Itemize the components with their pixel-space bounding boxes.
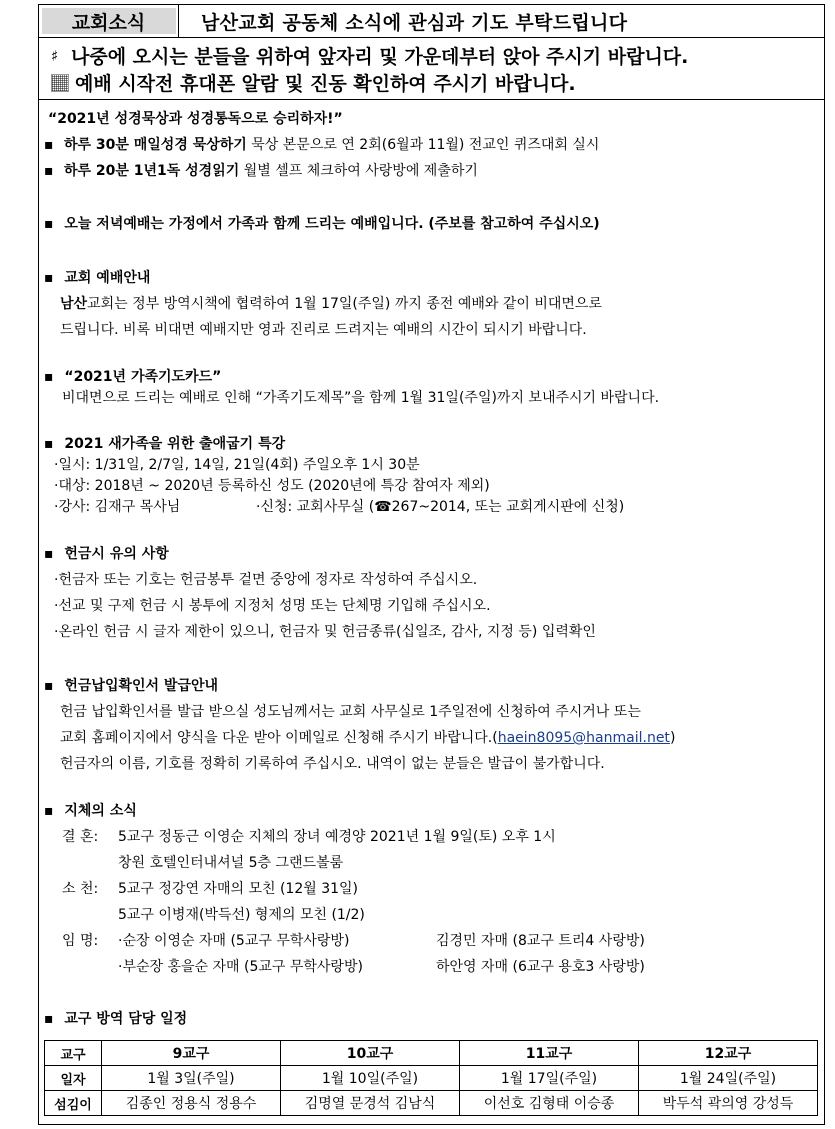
date-cell: 1월 3일(주일) <box>102 1066 281 1091</box>
offering-line-1: ·헌금자 또는 기호는 헌금봉투 겉면 중앙에 정자로 작성하여 주십시오. <box>54 572 478 588</box>
appoint-label: 임 명: <box>62 933 99 949</box>
worship-line-1 <box>60 295 602 313</box>
family-card-title <box>44 368 221 386</box>
receipt-title-text: 헌금납입확인서 발급안내 <box>64 678 219 694</box>
lecture-date: ·일시: 1/31일, 2/7일, 14일, 21일(4회) 주일오후 1시 30분 <box>54 457 420 473</box>
members-title <box>44 802 137 820</box>
district-cell: 10교구 <box>281 1041 460 1066</box>
evening-worship-text: 오늘 저녁예배는 가정에서 가족과 함께 드리는 예배입니다. (주보를 참고하여 주십시오) <box>64 216 600 232</box>
appoint-line-2b: 하안영 자매 (6교구 용호3 사랑방) <box>436 959 645 975</box>
receipt-line-2-end: ) <box>669 730 676 746</box>
worship-line-1-bold: 남산 <box>60 296 88 312</box>
offering-title-text: 헌금시 유의 사항 <box>64 546 169 562</box>
header-tag-cell <box>39 5 179 37</box>
wedding-line-1: 5교구 정동근 이영순 지체의 장녀 예경양 2021년 1월 9일(토) 오후 1시 <box>118 829 556 845</box>
servers-cell: 김종인 정용식 정용수 <box>102 1091 281 1116</box>
date-cell: 1월 24일(주일) <box>639 1066 818 1091</box>
district-cell: 12교구 <box>639 1041 818 1066</box>
members-title-text: 지체의 소식 <box>64 803 137 819</box>
plan-1-rest: 묵상 본문으로 연 2회(6월과 11월) 전교인 퀴즈대회 실시 <box>246 137 600 153</box>
funeral-label: 소 천: <box>62 881 99 897</box>
evening-worship-notice <box>44 215 600 233</box>
plan-2-rest: 월별 셀프 체크하여 사랑방에 제출하기 <box>239 163 478 179</box>
notice-line-2 <box>51 69 824 96</box>
appoint-line-1b: 김경민 자매 (8교구 트리4 사랑방) <box>436 933 645 949</box>
plan-2-bold: 하루 20분 1년1독 성경읽기 <box>63 163 240 179</box>
table-row <box>45 1066 818 1091</box>
wedding-line-2: 창원 호텔인터내셔널 5층 그랜드볼룸 <box>118 855 344 871</box>
offering-line-2: ·선교 및 구제 헌금 시 봉투에 지정처 성명 또는 단체명 기입해 주십시오. <box>54 598 491 614</box>
row-head-servers: 섬김이 <box>45 1091 102 1116</box>
wedding-label: 결 혼: <box>62 829 99 845</box>
lecture-speaker: ·강사: 김재구 목사님 <box>54 499 181 515</box>
worship-title-text: 교회 예배안내 <box>64 270 151 286</box>
plan-1 <box>44 136 599 154</box>
servers-cell: 박두석 곽의영 강성득 <box>639 1091 818 1116</box>
notice-box <box>38 38 825 100</box>
date-cell: 1월 10일(주일) <box>281 1066 460 1091</box>
worship-line-2: 드립니다. 비록 비대면 예배지만 영과 진리로 드려지는 예배의 시간이 되시기 바랍니다. <box>60 322 587 338</box>
district-cell: 11교구 <box>460 1041 639 1066</box>
notice-line-1 <box>51 42 824 69</box>
header-tag: 교회소식 <box>42 8 176 34</box>
date-cell: 1월 17일(주일) <box>460 1066 639 1091</box>
schedule-title <box>44 1010 187 1028</box>
table-row <box>45 1041 818 1066</box>
funeral-line-1: 5교구 정강연 자매의 모친 (12월 31일) <box>118 881 358 897</box>
servers-cell: 이선호 김형태 이승종 <box>460 1091 639 1116</box>
receipt-line-2-text: 교회 홈페이지에서 양식을 다운 받아 이메일로 신청해 주시기 바랍니다.( <box>60 730 498 746</box>
offering-line-3: ·온라인 헌금 시 글자 제한이 있으니, 헌금자 및 헌금종류(십일조, 감사, 지정 등) 입력확인 <box>54 624 596 640</box>
district-cell: 9교구 <box>102 1041 281 1066</box>
header-bar <box>38 4 825 38</box>
schedule-title-text: 교구 방역 담당 일정 <box>64 1011 188 1027</box>
family-card-title-text: “2021년 가족기도카드” <box>64 369 222 385</box>
plan-1-bold: 하루 30분 매일성경 묵상하기 <box>63 137 247 153</box>
row-head-district: 교구 <box>45 1041 102 1066</box>
worship-title <box>44 269 150 287</box>
header-title: 남산교회 공동체 소식에 관심과 기도 부탁드립니다 <box>201 11 628 34</box>
funeral-line-2: 5교구 이병재(박득선) 형제의 모친 (1/2) <box>118 907 365 923</box>
worship-line-1-rest: 교회는 정부 방역시책에 협력하여 1월 17일(주일) 까지 종전 예배와 같이 비대면으로 <box>87 296 602 312</box>
email-link[interactable]: haein8095@hanmail.net <box>497 730 670 746</box>
table-row <box>45 1091 818 1116</box>
notice-text-1: 나중에 오시는 분들을 위하여 앞자리 및 가운데부터 앉아 주시기 바랍니다. <box>71 46 689 68</box>
notice-text-2: 예배 시작전 휴대폰 알람 및 진동 확인하여 주시기 바랍니다. <box>75 73 576 95</box>
receipt-line-3: 헌금자의 이름, 기호를 정확히 기록하여 주십시오. 내역이 없는 분들은 발급이 불가합니다. <box>60 756 605 772</box>
schedule-table <box>44 1040 818 1116</box>
servers-cell: 김명열 문경석 김남식 <box>281 1091 460 1116</box>
lecture-title <box>44 435 285 453</box>
family-card-line: 비대면으로 드리는 예배로 인해 “가족기도제목”을 함께 1월 31일(주일)까지 보내주시기 바랍니다. <box>62 390 660 406</box>
offering-title <box>44 545 169 563</box>
music-note-icon: ♯ <box>51 46 59 65</box>
lecture-target: ·대상: 2018년 ~ 2020년 등록하신 성도 (2020년에 특강 참여자 제외) <box>54 478 490 494</box>
motto: “2021년 성경묵상과 성경통독으로 승리하자!” <box>48 111 343 127</box>
lecture-title-text: 2021 새가족을 위한 출애굽기 특강 <box>64 436 286 452</box>
row-head-date: 일자 <box>45 1066 102 1091</box>
receipt-line-1: 헌금 납입확인서를 발급 받으실 성도님께서는 교회 사무실로 1주일전에 신청하여 주시거나 또는 <box>60 704 641 720</box>
receipt-line-2 <box>60 729 675 747</box>
receipt-title <box>44 677 218 695</box>
appoint-line-1a: ·순장 이영순 자매 (5교구 무학사랑방) <box>118 933 350 949</box>
lecture-apply: ·신청: 교회사무실 (☎267~2014, 또는 교회게시판에 신청) <box>256 499 625 515</box>
appoint-line-2a: ·부순장 홍을순 자매 (5교구 무학사랑방) <box>118 959 363 975</box>
plan-2 <box>44 162 478 180</box>
grid-square-icon <box>51 74 69 92</box>
